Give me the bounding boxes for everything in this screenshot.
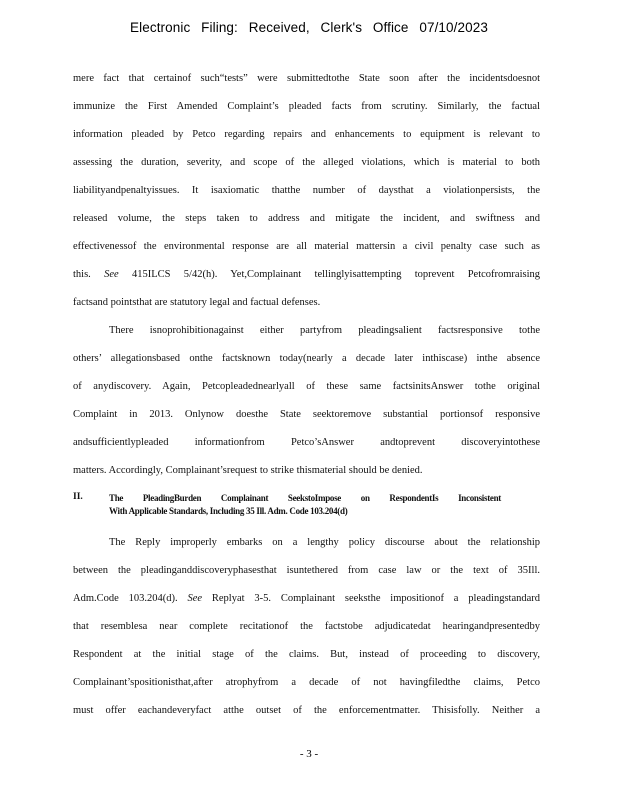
text-line: There isnoprohibitionagainst either partyfrom pleadingsalient factsresponsive tothe (109, 325, 540, 336)
text-fragment: this. (73, 269, 91, 280)
text-line: The Reply improperly embarks on a lengthy policy discourse about the relationship (109, 537, 540, 548)
text-line: between the pleadinganddiscoveryphasesthat isuntethered from case law or the text of 35Ill. (73, 565, 540, 576)
see-signal: See (104, 269, 119, 280)
text-line: of anydiscovery. Again, Petcopleadednearlyall of these same factsinitsAnswer tothe original (73, 381, 540, 392)
text-line: assessing the duration, severity, and scope of the alleged violations, which is material to both (73, 157, 540, 168)
text-line: matters. Accordingly, Complainant’srequest to strike thismaterial should be denied. (73, 465, 423, 476)
text-line-with-citation (73, 268, 540, 282)
text-line: information pleaded by Petco regarding repairs and enhancements to equipment is relevant to (73, 129, 540, 140)
text-line: that resemblesa near complete recitationof the factstobe adjudicatedat hearingandpresentedby (73, 621, 540, 632)
see-signal: See (187, 593, 203, 604)
text-line-with-citation (73, 592, 540, 606)
text-line: liabilityandpenaltyissues. It isaxiomatic thatthe number of daysthat a violationpersists, the (73, 185, 540, 196)
text-line: released volume, the steps taken to address and mitigate the incident, and swiftness and (73, 213, 540, 224)
filing-header: Electronic Filing: Received, Clerk's Office 07/10/2023 (130, 20, 488, 35)
text-line: Complainant’spositionisthat,after atrophyfrom a decade of not havingfiledthe claims, Petco (73, 677, 540, 688)
text-fragment: 415ILCS 5/42(h). Yet,Complainant tellinglyisattempting toprevent Petcofromraising (132, 269, 541, 280)
text-fragment: Replyat 3-5. Complainant seeksthe impositionof a pleadingstandard (211, 593, 541, 604)
page-number: - 3 - (299, 748, 319, 760)
text-line: factsand pointsthat are statutory legal and factual defenses. (73, 297, 321, 308)
heading-number: II. (73, 492, 83, 502)
text-line: Complaint in 2013. Onlynow doesthe State seektoremove substantial portionsof responsive (73, 409, 540, 420)
text-line: andsufficientlypleaded informationfrom Petco’sAnswer andtoprevent discoveryintothese (73, 437, 540, 448)
text-line: must offer eachandeveryfact atthe outset of the enforcementmatter. Thisisfolly. Neither a (73, 705, 540, 716)
heading-line: With Applicable Standards, Including 35 Ill. Adm. Code 103.204(d) (109, 506, 348, 516)
text-line: others’ allegationsbased onthe factsknown today(nearly a decade later inthiscase) inthe absence (73, 353, 540, 364)
heading-line: The PleadingBurden Complainant SeekstoImpose on RespondentIs Inconsistent (109, 493, 501, 503)
text-line: Respondent at the initial stage of the claims. But, instead of proceeding to discovery, (73, 649, 540, 660)
text-line: effectivenessof the environmental response are all material mattersin a civil penalty case such as (73, 241, 540, 252)
text-line: immunize the First Amended Complaint’s pleaded facts from scrutiny. Similarly, the factual (73, 101, 540, 112)
text-fragment: Adm.Code 103.204(d). (73, 593, 178, 604)
text-line: mere fact that certainof such“tests” were submittedtothe State soon after the incidentsdoesnot (73, 73, 540, 84)
